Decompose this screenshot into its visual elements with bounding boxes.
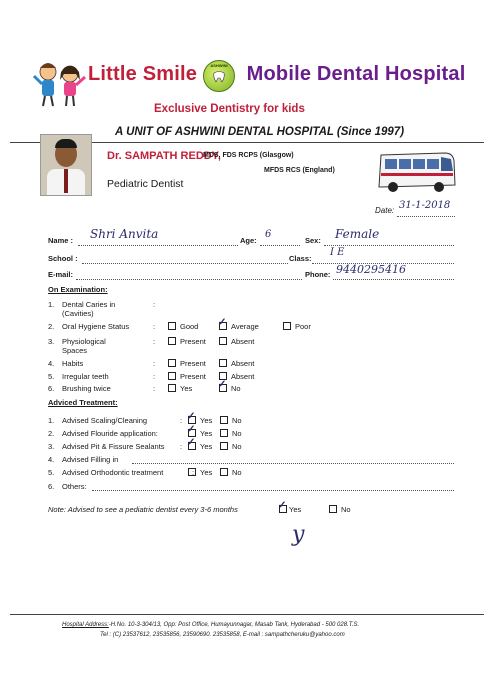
school-label: School : [48,254,78,263]
footer-address [62,622,359,628]
tooth-icon [212,70,226,84]
phone-value[interactable]: 9440295416 [336,263,406,276]
exam-colon: : [153,337,156,346]
advised-label: Advised Pit & Fissure Sealants [62,442,165,451]
unit-line: A UNIT OF ASHWINI DENTAL HOSPITAL (Since 1997) [115,126,405,138]
exam-label: Irregular teeth [62,372,109,381]
sex-line [324,245,454,246]
exam-colon: : [153,359,156,368]
exam-num: 4. [48,359,55,368]
exam-option-checkbox[interactable] [168,372,176,380]
title-part1: Little Smile [88,63,198,85]
phone-label: Phone: [305,270,331,279]
exam-num: 1. [48,300,55,309]
clinic-title [88,63,466,86]
advised-num: 2. [48,429,55,438]
exam-option-checkbox[interactable] [168,337,176,345]
advised-colon: : [180,442,183,451]
exam-option-label: Absent [231,372,255,381]
exam-option-label: Average [231,322,259,331]
advised-option-label: No [232,416,242,425]
exam-option-label: Poor [295,322,311,331]
advised-option-checkbox[interactable] [188,468,196,476]
name-label: Name : [48,236,74,245]
advised-heading: Adviced Treatment: [48,398,118,407]
exam-option-label: No [231,384,241,393]
advised-option-tick: ✓ [187,437,196,448]
exam-option-checkbox[interactable] [219,359,227,367]
footer-rule [10,614,484,615]
exam-label: Physiological [62,337,106,346]
exam-option-label: Present [180,337,206,346]
exam-label: Oral Hygiene Status [62,322,130,331]
mobile-bus-image [375,145,457,195]
advised-num: 4. [48,455,55,464]
exam-colon: : [153,322,156,331]
signature: y [292,522,305,547]
advised-option-checkbox[interactable] [220,468,228,476]
advised-colon: : [180,416,183,425]
advised-option-checkbox[interactable] [220,429,228,437]
exam-num: 3. [48,337,55,346]
exam-num: 2. [48,322,55,331]
advised-label: Advised Orthodontic treatment [62,468,164,477]
school-line [82,263,288,264]
exam-option-label: Present [180,359,206,368]
exam-option-label: Good [180,322,199,331]
exam-num: 5. [48,372,55,381]
advised-label: Advised Flouride application: [62,429,158,438]
advised-option-label: Yes [200,429,213,438]
note-yes-tick: ✓ [278,500,287,511]
note-no-checkbox[interactable] [329,505,337,513]
ashwini-logo-text: ASHWINI [210,63,228,68]
note-text: Note: Advised to see a pediatric dentist every 3-6 months [48,505,238,514]
doctor-quals: MDS, FDS RCPS (Glasgow) [203,152,294,159]
class-value[interactable]: I E [330,247,345,258]
note-yes-label: Yes [289,505,302,514]
exam-option-checkbox[interactable] [168,384,176,392]
date-value[interactable]: 31-1-2018 [399,200,451,211]
advised-option-checkbox[interactable] [220,416,228,424]
advised-option-label: Yes [200,442,213,451]
advised-option-checkbox[interactable] [220,442,228,450]
advised-num: 3. [48,442,55,451]
exam-option-tick: ✓ [218,317,227,328]
advised-option-label: Yes [200,468,213,477]
name-value[interactable]: Shri Anvita [90,227,159,241]
footer-contact: Tel : (C) 23537612, 23535856, 23590690. 23535858, E-mail : sampathcheruku@yahoo.com [100,632,345,638]
advised-label: Others: [62,482,87,491]
specialty: Pediatric Dentist [107,178,184,190]
sex-value[interactable]: Female [335,227,380,241]
doctor-name: Dr. SAMPATH REDDY, [107,150,221,162]
exam-option-label: Absent [231,359,255,368]
date-line [397,216,455,217]
exam-colon: : [153,300,156,309]
advised-num: 6. [48,482,55,491]
advised-option-tick: ✓ [187,411,196,422]
email-label: E-mail: [48,270,74,279]
name-line [78,245,238,246]
advised-option-label: Yes [200,416,213,425]
footer-address-label: Hospital Address: [62,622,109,628]
exam-option-checkbox[interactable] [219,337,227,345]
note-no-label: No [341,505,351,514]
advised-option-label: No [232,429,242,438]
exam-label-2: (Cavities) [62,309,94,318]
exam-option-checkbox[interactable] [168,359,176,367]
age-value[interactable]: 6 [265,229,272,240]
ashwini-logo [203,60,235,92]
advised-label: Advised Scaling/Cleaning [62,416,148,425]
advised-fill-line [92,490,454,491]
exam-label: Dental Caries in [62,300,116,309]
advised-colon: : [192,468,195,477]
date-label: Date: [375,206,395,215]
advised-fill-line [132,463,454,464]
age-line [260,245,300,246]
title-part2: Mobile Dental Hospital [246,63,466,85]
exam-num: 6. [48,384,55,393]
doctor-photo [40,134,92,196]
advised-option-label: No [232,468,242,477]
exam-colon: : [153,372,156,381]
advised-option-tick: ✓ [187,424,196,435]
doctor-quals-2: MFDS RCS (England) [264,167,335,174]
sex-label: Sex: [305,236,321,245]
tagline: Exclusive Dentistry for kids [154,103,305,115]
kids-logo [30,58,92,110]
exam-option-label: Absent [231,337,255,346]
footer-address-text: -H.No. 10-3-304/13, Opp: Post Office, Humayunnagar, Masab Tank, Hyderabad - 500 028.T.S. [108,622,360,628]
age-label: Age: [240,236,257,245]
advised-label: Advised Filling in [62,455,119,464]
exam-label: Brushing twice [62,384,111,393]
exam-option-tick: ✓ [218,379,227,390]
exam-option-checkbox[interactable] [168,322,176,330]
email-line [76,279,302,280]
exam-colon: : [153,384,156,393]
advised-num: 1. [48,416,55,425]
advised-num: 5. [48,468,55,477]
advised-option-label: No [232,442,242,451]
exam-option-label: Yes [180,384,193,393]
exam-label-2: Spaces [62,346,88,355]
class-label: Class: [289,254,312,263]
phone-line [333,279,454,280]
exam-option-label: Present [180,372,206,381]
exam-option-checkbox[interactable] [283,322,291,330]
examination-heading: On Examination: [48,285,108,294]
exam-label: Habits [62,359,84,368]
